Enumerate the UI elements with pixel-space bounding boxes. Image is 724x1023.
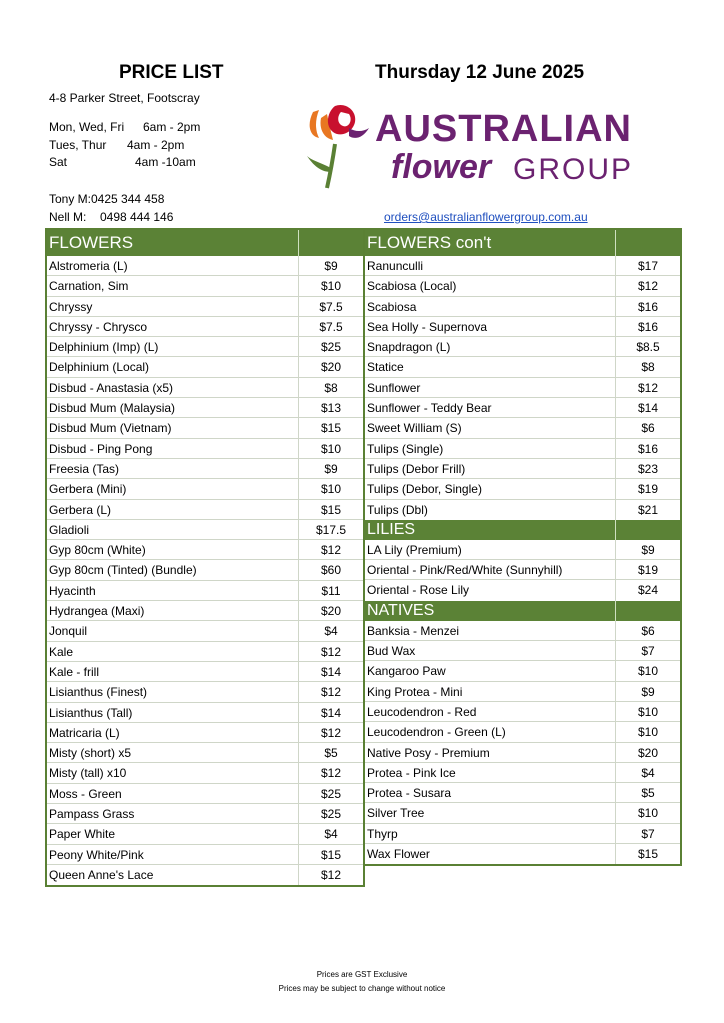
item-name: Matricaria (L)	[47, 723, 299, 742]
item-name: Disbud Mum (Vietnam)	[47, 418, 299, 437]
item-name: Snapdragon (L)	[365, 337, 616, 356]
logo-text-australian: AUSTRALIAN	[375, 108, 632, 150]
table-row	[47, 378, 363, 398]
table-row	[365, 378, 680, 398]
item-name: Hydrangea (Maxi)	[47, 601, 299, 620]
item-name: Queen Anne's Lace	[47, 865, 299, 885]
item-price: $9	[641, 684, 655, 699]
item-name: Tulips (Debor, Single)	[365, 479, 616, 498]
item-price: $20	[637, 745, 659, 760]
item-name: Hyacinth	[47, 581, 299, 600]
item-price: $15	[320, 847, 342, 862]
item-price: $25	[320, 340, 342, 355]
item-name: Gyp 80cm (Tinted) (Bundle)	[47, 560, 299, 579]
hours-days: Tues, Thur	[49, 138, 107, 152]
table-row	[365, 418, 680, 438]
header-price-cell	[616, 230, 680, 256]
item-price: $10	[320, 482, 342, 497]
table-row	[47, 682, 363, 702]
item-price: $14	[320, 705, 342, 720]
page-title: PRICE LIST	[119, 62, 224, 83]
table-row	[47, 540, 363, 560]
item-price: $9	[324, 259, 338, 273]
item-price: $12	[637, 380, 659, 395]
hours-days: Mon, Wed, Fri	[49, 120, 125, 134]
address: 4-8 Parker Street, Footscray	[49, 91, 200, 105]
item-price: $4	[641, 765, 655, 780]
item-name: Protea - Susara	[365, 783, 616, 802]
item-name: Misty (short) x5	[47, 743, 299, 762]
table-row	[365, 479, 680, 499]
hours-row	[49, 138, 184, 152]
table-row	[47, 763, 363, 783]
table-row	[47, 824, 363, 844]
item-name: Tulips (Single)	[365, 439, 616, 458]
table-row	[47, 520, 363, 540]
table-row	[47, 297, 363, 317]
item-price: $8	[641, 360, 655, 375]
item-price: $15	[637, 847, 659, 862]
item-name: Paper White	[47, 824, 299, 843]
item-price: $10	[637, 725, 659, 740]
flowers-table	[45, 228, 365, 887]
table-row	[47, 459, 363, 479]
item-name: Disbud - Anastasia (x5)	[47, 378, 299, 397]
table-row	[365, 317, 680, 337]
section-heading: LILIES	[365, 520, 616, 540]
item-price: $21	[637, 502, 659, 517]
footer-change-note: Prices may be subject to change without notice	[278, 984, 446, 993]
table-row	[47, 642, 363, 662]
item-price: $24	[637, 583, 659, 598]
item-name: LA Lily (Premium)	[365, 540, 616, 559]
table-row	[365, 682, 680, 702]
table-row	[365, 743, 680, 763]
item-name: Gerbera (Mini)	[47, 479, 299, 498]
hours-time: 4am -10am	[135, 155, 196, 169]
item-price: $25	[320, 807, 342, 822]
item-price: $13	[320, 401, 342, 416]
item-name: Native Posy - Premium	[365, 743, 616, 762]
table-row	[47, 621, 363, 641]
company-logo	[305, 98, 645, 198]
item-price: $12	[637, 279, 659, 294]
item-price: $8.5	[636, 340, 660, 355]
item-price: $6	[641, 623, 655, 638]
table-row	[47, 743, 363, 763]
item-name: Kangaroo Paw	[365, 661, 616, 680]
item-price: $19	[637, 563, 659, 578]
flowers-cont-table	[363, 228, 682, 866]
item-name: Gerbera (L)	[47, 500, 299, 519]
item-name: Sunflower	[365, 378, 616, 397]
item-price: $6	[641, 421, 655, 436]
footer-gst-note: Prices are GST Exclusive	[316, 970, 408, 979]
item-price: $12	[320, 766, 342, 781]
item-name: Lisianthus (Tall)	[47, 703, 299, 722]
item-name: Kale	[47, 642, 299, 661]
item-name: Disbud Mum (Malaysia)	[47, 398, 299, 417]
item-price: $19	[637, 482, 659, 497]
table-row	[365, 803, 680, 823]
contact-row	[49, 210, 173, 224]
item-price: $9	[324, 461, 338, 476]
item-price: $7	[641, 826, 655, 841]
table-row	[47, 723, 363, 743]
table-row	[47, 256, 363, 276]
hours-time: 4am - 2pm	[127, 138, 185, 152]
item-price: $12	[320, 867, 342, 882]
item-price: $16	[637, 299, 659, 314]
table-row	[365, 702, 680, 722]
header-price-cell	[616, 601, 680, 621]
table-row	[47, 337, 363, 357]
table-row	[365, 722, 680, 742]
item-price: $12	[320, 685, 342, 700]
item-price: $10	[320, 279, 342, 294]
natives-header	[365, 601, 680, 621]
item-price: $10	[637, 806, 659, 821]
table-row	[47, 276, 363, 296]
table-row	[47, 357, 363, 377]
item-name: Sunflower - Teddy Bear	[365, 398, 616, 417]
contact-label: Tony M:	[49, 192, 92, 206]
table-row	[365, 783, 680, 803]
table-row	[365, 621, 680, 641]
item-price: $7.5	[319, 319, 343, 334]
table-row	[47, 601, 363, 621]
item-name: Leucodendron - Green (L)	[365, 722, 616, 741]
item-price: $8	[324, 380, 338, 395]
date-heading: Thursday 12 June 2025	[375, 62, 585, 83]
item-price: $5	[324, 746, 338, 761]
table-row	[47, 418, 363, 438]
item-name: Kale - frill	[47, 662, 299, 681]
item-name: Delphinium (Local)	[47, 357, 299, 376]
item-name: Oriental - Rose Lily	[365, 580, 616, 600]
item-price: $17.5	[315, 522, 347, 537]
item-price: $16	[637, 441, 659, 456]
contact-phone: 0425 344 458	[91, 192, 165, 206]
table-row	[365, 256, 680, 276]
item-price: $12	[320, 725, 342, 740]
item-name: Oriental - Pink/Red/White (Sunnyhill)	[365, 560, 616, 579]
item-name: Statice	[365, 357, 616, 376]
header-price-cell	[299, 230, 363, 256]
item-price: $10	[637, 664, 659, 679]
item-name: Sweet William (S)	[365, 418, 616, 437]
table-row	[365, 276, 680, 296]
item-price: $20	[320, 360, 342, 375]
item-name: Gyp 80cm (White)	[47, 540, 299, 559]
item-name: King Protea - Mini	[365, 682, 616, 701]
table-row	[365, 763, 680, 783]
table-row	[365, 540, 680, 560]
table-row	[365, 824, 680, 844]
section-heading: FLOWERS con't	[365, 230, 616, 256]
item-name: Misty (tall) x10	[47, 763, 299, 782]
item-price: $7.5	[319, 299, 343, 314]
table-header	[47, 230, 363, 256]
item-name: Wax Flower	[365, 844, 616, 864]
item-name: Jonquil	[47, 621, 299, 640]
table-row	[365, 844, 680, 864]
table-row	[365, 337, 680, 357]
contact-label: Nell M:	[49, 210, 87, 224]
item-name: Pampass Grass	[47, 804, 299, 823]
table-row	[365, 357, 680, 377]
table-row	[47, 439, 363, 459]
table-row	[365, 459, 680, 479]
item-name: Chryssy	[47, 297, 299, 316]
item-name: Carnation, Sim	[47, 276, 299, 295]
item-price: $12	[320, 644, 342, 659]
item-price: $4	[324, 827, 338, 842]
item-price: $60	[320, 563, 342, 578]
table-row	[47, 398, 363, 418]
item-name: Moss - Green	[47, 784, 299, 803]
item-name: Chryssy - Chrysco	[47, 317, 299, 336]
item-name: Thyrp	[365, 824, 616, 843]
item-price: $16	[637, 319, 659, 334]
table-row	[47, 703, 363, 723]
item-price: $25	[320, 786, 342, 801]
table-header	[365, 230, 680, 256]
item-name: Protea - Pink Ice	[365, 763, 616, 782]
item-price: $14	[637, 401, 659, 416]
item-price: $10	[320, 441, 342, 456]
table-row	[365, 641, 680, 661]
item-name: Tulips (Debor Frill)	[365, 459, 616, 478]
item-price: $5	[641, 786, 655, 801]
item-price: $9	[641, 542, 655, 557]
item-name: Peony White/Pink	[47, 845, 299, 864]
logo-text-group: GROUP	[513, 153, 634, 186]
header-price-cell	[616, 520, 680, 540]
hours-days: Sat	[49, 155, 68, 169]
item-name: Freesia (Tas)	[47, 459, 299, 478]
item-price: $14	[320, 664, 342, 679]
contact-row	[49, 192, 164, 206]
table-row	[365, 439, 680, 459]
item-name: Tulips (Dbl)	[365, 500, 616, 520]
item-price: $15	[320, 421, 342, 436]
email-link[interactable]: orders@australianflowergroup.com.au	[384, 210, 588, 224]
item-name: Scabiosa (Local)	[365, 276, 616, 295]
item-name: Delphinium (Imp) (L)	[47, 337, 299, 356]
item-name: Silver Tree	[365, 803, 616, 822]
item-name: Leucodendron - Red	[365, 702, 616, 721]
item-price: $23	[637, 461, 659, 476]
item-price: $12	[320, 543, 342, 558]
table-row	[47, 804, 363, 824]
item-price: $20	[320, 604, 342, 619]
table-row	[365, 560, 680, 580]
section-heading: NATIVES	[365, 601, 616, 621]
table-row	[365, 580, 680, 600]
flower-logo-icon	[305, 98, 375, 194]
item-name: Bud Wax	[365, 641, 616, 660]
item-name: Alstromeria (L)	[47, 256, 299, 275]
contact-phone: 0498 444 146	[100, 210, 174, 224]
hours-row	[49, 155, 196, 169]
table-row	[365, 661, 680, 681]
lilies-header	[365, 520, 680, 540]
item-name: Sea Holly - Supernova	[365, 317, 616, 336]
item-price: $15	[320, 502, 342, 517]
table-row	[47, 479, 363, 499]
table-row	[47, 500, 363, 520]
table-row	[47, 317, 363, 337]
section-heading: FLOWERS	[47, 230, 299, 256]
table-row	[47, 662, 363, 682]
table-row	[47, 784, 363, 804]
item-name: Gladioli	[47, 520, 299, 539]
table-row	[47, 865, 363, 885]
item-price: $10	[637, 704, 659, 719]
item-name: Ranunculli	[365, 256, 616, 275]
item-name: Disbud - Ping Pong	[47, 439, 299, 458]
hours-row	[49, 120, 200, 134]
table-row	[365, 500, 680, 520]
item-name: Banksia - Menzei	[365, 621, 616, 640]
table-row	[365, 398, 680, 418]
item-name: Scabiosa	[365, 297, 616, 316]
item-price: $7	[641, 644, 655, 659]
item-price: $4	[324, 624, 338, 639]
item-price: $11	[321, 583, 341, 598]
hours-time: 6am - 2pm	[143, 120, 201, 134]
table-row	[47, 560, 363, 580]
item-name: Lisianthus (Finest)	[47, 682, 299, 701]
logo-text-flower: flower	[391, 148, 492, 186]
table-row	[47, 845, 363, 865]
item-price: $17	[637, 259, 659, 273]
table-row	[365, 297, 680, 317]
table-row	[47, 581, 363, 601]
